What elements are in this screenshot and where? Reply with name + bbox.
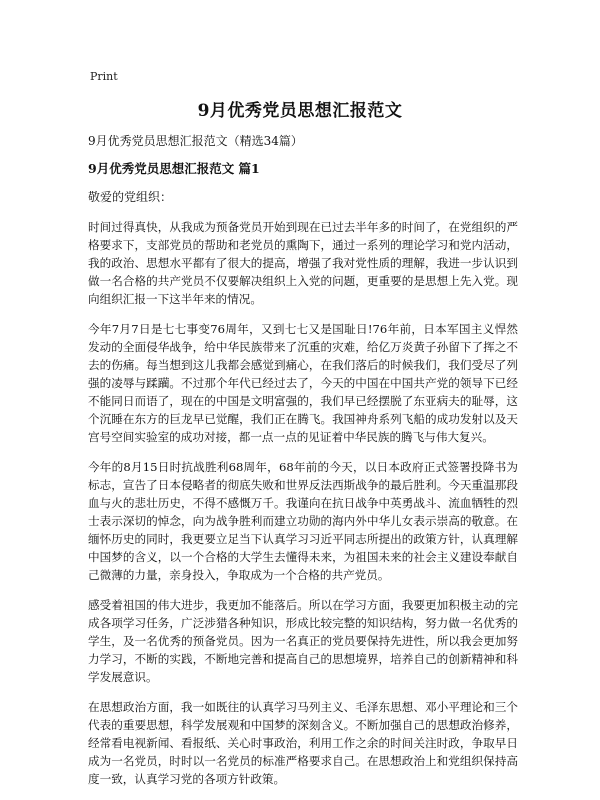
- paragraph-4: 感受着祖国的伟大进步，我更加不能落后。所以在学习方面，我要更加积极主动的完成各项学习任务，广泛涉猎各种知识，形成比较完整的知识结构，努力做一名优秀的学生，及一名优秀的预备党员。因为一名真正的党员要保持先进性，所以我会更加努力学习，不断的实践，不断地完善和提高自己的思想境界，培养自己的创新精神和科学发展意识。: [88, 598, 518, 684]
- greeting: 敬爱的党组织：: [88, 190, 173, 204]
- document-title: 9月优秀党员思想汇报范文: [197, 101, 403, 121]
- paragraph-3: 今年的8月15日时抗战胜利68周年，68年前的今天，以日本政府正式签署投降书为标志，宣告了日本侵略者的彻底失败和世界反法西斯战争的最后胜利。今天重温那段血与火的悲壮历史，不得不感慨万千。我谨向在抗日战争中英勇战斗、流血牺牲的烈士表示深切的悼念，向为战争胜利而建立功勋的海内外中华儿女表示崇高的敬意。在缅怀历史的同时，我更要立足当下认真学习习近平同志所提出的政策方针，认真理解中国梦的含义，以一个合格的大学生去懂得未来，为祖国未来的社会主义建设奉献自己微薄的力量，亲身投入，争取成为一个合格的共产党员。: [88, 460, 518, 582]
- print-label: Print: [90, 70, 118, 83]
- document-subtitle: 9月优秀党员思想汇报范文（精选34篇）: [88, 134, 303, 148]
- paragraph-5: 在思想政治方面，我一如既往的认真学习马列主义、毛泽东思想、邓小平理论和三个代表的重要思想，科学发展观和中国梦的深刻含义。不断加强自己的思想政治修养，经常看电视新闻、看报纸、关心时事政治，利用工作之余的时间关注时政，争取早日成为一名党员，时时以一名党员的标准严格要求自己。在思想政治上和党组织保持高度一致，认真学习党的各项方针政策。: [88, 700, 518, 786]
- paragraph-2: 今年7月7日是七七事变76周年，又到七七又是国耻日!76年前，日本军国主义悍然发动的全面侵华战争，给中华民族带来了沉重的灾难，给亿万炎黄子孙留下了挥之不去的伤痛。每当想到这儿我都会感觉到痛心，在我们落后的时候我们，我们受尽了列强的凌辱与蹂躏。不过那个年代已经过去了，今天的中国在中国共产党的领导下已经不能同日而语了，现在的中国是文明富强的，我们早已经摆脱了东亚病夫的耻辱，这个沉睡在东方的巨龙早已觉醒，我们正在腾飞。我国神舟系列飞船的成功发射以及天宫号空间实验室的成功对接，都一点一点的见证着中华民族的腾飞与伟大复兴。: [88, 322, 518, 444]
- paragraph-1: 时间过得真快，从我成为预备党员开始到现在已过去半年多的时间了，在党组织的严格要求下，支部党员的帮助和老党员的熏陶下，通过一系列的理论学习和党内活动，我的政治、思想水平都有了很大的提高，增强了我对党性质的理解，我进一步认识到做一名合格的共产党员不仅要解决组织上入党的问题，更重要的是思想上先入党。现向组织汇报一下这半年来的情况。: [88, 220, 518, 306]
- section-heading: 9月优秀党员思想汇报范文 篇1: [88, 161, 260, 176]
- document-body: [88, 132, 518, 800]
